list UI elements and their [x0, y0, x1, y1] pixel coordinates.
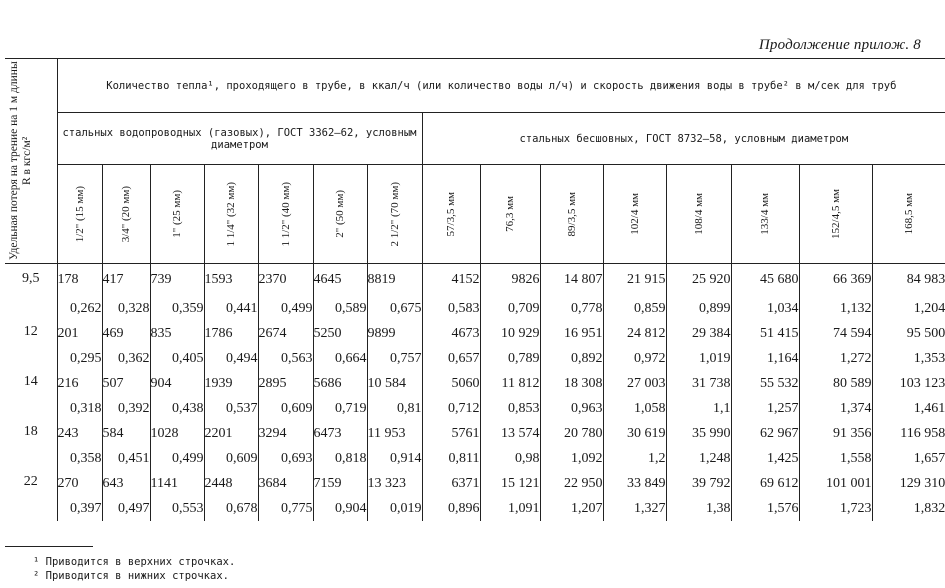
velocity-cell: 1,2: [603, 446, 666, 471]
heat-cell: 2448: [204, 471, 258, 496]
heat-cell: 1786: [204, 321, 258, 346]
table-row-heat: [5, 421, 945, 446]
size-label: 57/3,5 мм: [445, 191, 457, 237]
size-header-5: [258, 165, 313, 264]
heat-cell: 62 967: [731, 421, 799, 446]
velocity-cell: 0,328: [102, 296, 150, 321]
group-header-water-gas: [57, 113, 422, 165]
size-header-2: [102, 165, 150, 264]
heat-cell: 1939: [204, 371, 258, 396]
heat-cell: 835: [150, 321, 204, 346]
size-header-12: [666, 165, 731, 264]
velocity-cell: 1,576: [731, 496, 799, 521]
velocity-cell: 0,563: [258, 346, 313, 371]
main-header-text: Количество тепла¹, проходящего в трубе, в ккал/ч (или количество воды л/ч) и скорость движения воды в трубе² в м/сек для труб: [106, 79, 897, 92]
heat-cell: 129 310: [872, 471, 945, 496]
heat-cell: 116 958: [872, 421, 945, 446]
heat-cell: 74 594: [799, 321, 872, 346]
size-label: 2" (50 мм): [334, 190, 346, 239]
heat-cell: 29 384: [666, 321, 731, 346]
heat-cell: 6371: [422, 471, 480, 496]
heat-cell: 178: [57, 264, 102, 297]
size-header-13: [731, 165, 799, 264]
resistance-value: 9,5: [22, 271, 40, 286]
heat-cell: 30 619: [603, 421, 666, 446]
velocity-cell: 1,461: [872, 396, 945, 421]
velocity-cell: 0,693: [258, 446, 313, 471]
heat-cell: 5686: [313, 371, 367, 396]
resistance-value: 22: [23, 474, 38, 489]
heat-cell: 2895: [258, 371, 313, 396]
size-label: 152/4,5 мм: [829, 189, 842, 240]
size-label: 76,3 мм: [504, 196, 516, 233]
heat-cell: 507: [102, 371, 150, 396]
heat-cell: 6473: [313, 421, 367, 446]
heat-cell: 417: [102, 264, 150, 297]
heat-cell: 80 589: [799, 371, 872, 396]
heat-cell: 20 780: [540, 421, 603, 446]
heat-cell: 904: [150, 371, 204, 396]
heat-cell: 216: [57, 371, 102, 396]
heat-cell: 103 123: [872, 371, 945, 396]
velocity-cell: 1,091: [480, 496, 540, 521]
heat-cell: 2674: [258, 321, 313, 346]
main-header: [57, 59, 945, 113]
size-header-15: [872, 165, 945, 264]
heat-cell: 9899: [367, 321, 422, 346]
heat-cell: 8819: [367, 264, 422, 297]
velocity-cell: 0,853: [480, 396, 540, 421]
heat-cell: 14 807: [540, 264, 603, 297]
velocity-cell: 0,318: [57, 396, 102, 421]
footnote-2: ² Приводится в нижних строчках.: [33, 570, 229, 582]
heat-cell: 643: [102, 471, 150, 496]
velocity-cell: 0,497: [102, 496, 150, 521]
table-row-heat: [5, 321, 945, 346]
velocity-cell: 0,712: [422, 396, 480, 421]
heat-cell: 91 356: [799, 421, 872, 446]
size-header-7: [367, 165, 422, 264]
heat-cell: 18 308: [540, 371, 603, 396]
velocity-cell: 1,034: [731, 296, 799, 321]
resistance-value: 14: [23, 374, 38, 389]
heat-cell: 39 792: [666, 471, 731, 496]
velocity-cell: 0,778: [540, 296, 603, 321]
heat-cell: 2201: [204, 421, 258, 446]
heat-cell: 270: [57, 471, 102, 496]
heat-cell: 3294: [258, 421, 313, 446]
velocity-cell: 1,132: [799, 296, 872, 321]
heat-cell: 33 849: [603, 471, 666, 496]
velocity-cell: 1,558: [799, 446, 872, 471]
group2-text: стальных бесшовных, ГОСТ 8732—58, условным диаметром: [519, 132, 849, 145]
size-header-14: [799, 165, 872, 264]
heat-cell: 55 532: [731, 371, 799, 396]
velocity-cell: 0,775: [258, 496, 313, 521]
table-row-velocity: [5, 396, 945, 421]
velocity-cell: 0,98: [480, 446, 540, 471]
velocity-cell: 0,358: [57, 446, 102, 471]
size-label: 1/2" (15 мм): [73, 186, 86, 243]
heat-cell: 13 574: [480, 421, 540, 446]
velocity-cell: 1,272: [799, 346, 872, 371]
heat-cell: 4152: [422, 264, 480, 297]
velocity-cell: 0,81: [367, 396, 422, 421]
velocity-cell: 0,494: [204, 346, 258, 371]
size-header-1: [57, 165, 102, 264]
heat-cell: 24 812: [603, 321, 666, 346]
heat-cell: 4673: [422, 321, 480, 346]
velocity-cell: 0,972: [603, 346, 666, 371]
table-row-heat: [5, 371, 945, 396]
velocity-cell: 0,295: [57, 346, 102, 371]
velocity-cell: 1,374: [799, 396, 872, 421]
row-label-header: [5, 59, 57, 264]
table-row-velocity: [5, 346, 945, 371]
resistance-value: 18: [23, 424, 38, 439]
size-label: 3/4" (20 мм): [120, 186, 132, 243]
size-label: 108/4 мм: [692, 193, 705, 236]
velocity-cell: 0,405: [150, 346, 204, 371]
heat-cell: 11 812: [480, 371, 540, 396]
heat-cell: 69 612: [731, 471, 799, 496]
heat-cell: 31 738: [666, 371, 731, 396]
velocity-cell: 0,811: [422, 446, 480, 471]
velocity-cell: 0,914: [367, 446, 422, 471]
size-header-11: [603, 165, 666, 264]
velocity-cell: 1,207: [540, 496, 603, 521]
heat-cell: 7159: [313, 471, 367, 496]
velocity-cell: 0,678: [204, 496, 258, 521]
heat-cell: 10 584: [367, 371, 422, 396]
heat-cell: 84 983: [872, 264, 945, 297]
velocity-cell: 0,675: [367, 296, 422, 321]
size-header-6: [313, 165, 367, 264]
velocity-cell: 1,248: [666, 446, 731, 471]
size-label: 1 1/2" (40 мм): [279, 181, 292, 247]
heat-cell: 739: [150, 264, 204, 297]
velocity-cell: 0,818: [313, 446, 367, 471]
pipe-heat-table: [5, 58, 945, 521]
heat-cell: 35 990: [666, 421, 731, 446]
velocity-cell: 1,257: [731, 396, 799, 421]
size-label: 1 1/4" (32 мм): [225, 181, 237, 247]
velocity-cell: 0,553: [150, 496, 204, 521]
continuation-caption: Продолжение прилож. 8: [758, 37, 921, 53]
velocity-cell: 0,904: [313, 496, 367, 521]
velocity-cell: 0,859: [603, 296, 666, 321]
heat-cell: 11 953: [367, 421, 422, 446]
velocity-cell: 1,425: [731, 446, 799, 471]
heat-cell: 101 001: [799, 471, 872, 496]
table-row-velocity: [5, 296, 945, 321]
velocity-cell: 0,451: [102, 446, 150, 471]
velocity-cell: 0,609: [204, 446, 258, 471]
heat-cell: 243: [57, 421, 102, 446]
velocity-cell: 0,657: [422, 346, 480, 371]
velocity-cell: 1,204: [872, 296, 945, 321]
velocity-cell: 0,537: [204, 396, 258, 421]
heat-cell: 10 929: [480, 321, 540, 346]
velocity-cell: 1,832: [872, 496, 945, 521]
heat-cell: 27 003: [603, 371, 666, 396]
table-row-velocity: [5, 446, 945, 471]
heat-cell: 584: [102, 421, 150, 446]
heat-cell: 9826: [480, 264, 540, 297]
heat-cell: 5761: [422, 421, 480, 446]
heat-cell: 45 680: [731, 264, 799, 297]
heat-cell: 66 369: [799, 264, 872, 297]
heat-cell: 4645: [313, 264, 367, 297]
velocity-cell: 1,327: [603, 496, 666, 521]
heat-cell: 15 121: [480, 471, 540, 496]
velocity-cell: 0,789: [480, 346, 540, 371]
heat-cell: 13 323: [367, 471, 422, 496]
size-label: 168,5 мм: [902, 193, 915, 235]
velocity-cell: 1,353: [872, 346, 945, 371]
heat-cell: 469: [102, 321, 150, 346]
velocity-cell: 0,359: [150, 296, 204, 321]
size-label: 133/4 мм: [759, 193, 771, 236]
size-label: 89/3,5 мм: [565, 191, 578, 237]
velocity-cell: 0,709: [480, 296, 540, 321]
heat-cell: 1593: [204, 264, 258, 297]
heat-cell: 95 500: [872, 321, 945, 346]
velocity-cell: 0,719: [313, 396, 367, 421]
heat-cell: 25 920: [666, 264, 731, 297]
footnote-rule: [5, 546, 93, 547]
size-header-9: [480, 165, 540, 264]
heat-cell: 22 950: [540, 471, 603, 496]
velocity-cell: 1,1: [666, 396, 731, 421]
table-row-heat: [5, 264, 945, 297]
size-label: 1" (25 мм): [171, 190, 183, 239]
group-header-seamless: [422, 113, 945, 165]
footnote-1: ¹ Приводится в верхних строчках.: [33, 556, 236, 568]
velocity-cell: 0,397: [57, 496, 102, 521]
velocity-cell: 0,438: [150, 396, 204, 421]
velocity-cell: 1,058: [603, 396, 666, 421]
velocity-cell: 1,092: [540, 446, 603, 471]
velocity-cell: 0,589: [313, 296, 367, 321]
velocity-cell: 0,499: [258, 296, 313, 321]
velocity-cell: 0,896: [422, 496, 480, 521]
heat-cell: 21 915: [603, 264, 666, 297]
group1-text: стальных водопроводных (газовых), ГОСТ 3362—62, условным диаметром: [62, 126, 417, 151]
velocity-cell: 0,963: [540, 396, 603, 421]
velocity-cell: 0,757: [367, 346, 422, 371]
table-row-heat: [5, 471, 945, 496]
velocity-cell: 0,499: [150, 446, 204, 471]
velocity-cell: 0,441: [204, 296, 258, 321]
velocity-cell: 0,583: [422, 296, 480, 321]
size-label: 102/4 мм: [628, 193, 641, 236]
heat-cell: 2370: [258, 264, 313, 297]
velocity-cell: 0,892: [540, 346, 603, 371]
heat-cell: 201: [57, 321, 102, 346]
size-header-3: [150, 165, 204, 264]
velocity-cell: 1,38: [666, 496, 731, 521]
resistance-value: 12: [23, 324, 38, 339]
velocity-cell: 1,723: [799, 496, 872, 521]
heat-cell: 3684: [258, 471, 313, 496]
velocity-cell: 0,899: [666, 296, 731, 321]
velocity-cell: 1,019: [666, 346, 731, 371]
size-header-4: [204, 165, 258, 264]
size-label: 2 1/2" (70 мм): [388, 181, 401, 247]
heat-cell: 5250: [313, 321, 367, 346]
heat-cell: 51 415: [731, 321, 799, 346]
velocity-cell: 1,164: [731, 346, 799, 371]
heat-cell: 5060: [422, 371, 480, 396]
velocity-cell: 0,664: [313, 346, 367, 371]
velocity-cell: 0,392: [102, 396, 150, 421]
velocity-cell: 0,362: [102, 346, 150, 371]
velocity-cell: 1,657: [872, 446, 945, 471]
row-label-text: Удельная потеря на трение на 1 м длины R в кгс/м²: [7, 61, 33, 261]
velocity-cell: 0,019: [367, 496, 422, 521]
velocity-cell: 0,609: [258, 396, 313, 421]
heat-cell: 1028: [150, 421, 204, 446]
heat-cell: 16 951: [540, 321, 603, 346]
table-row-velocity: [5, 496, 945, 521]
size-header-8: [422, 165, 480, 264]
size-header-10: [540, 165, 603, 264]
velocity-cell: 0,262: [57, 296, 102, 321]
heat-cell: 1141: [150, 471, 204, 496]
